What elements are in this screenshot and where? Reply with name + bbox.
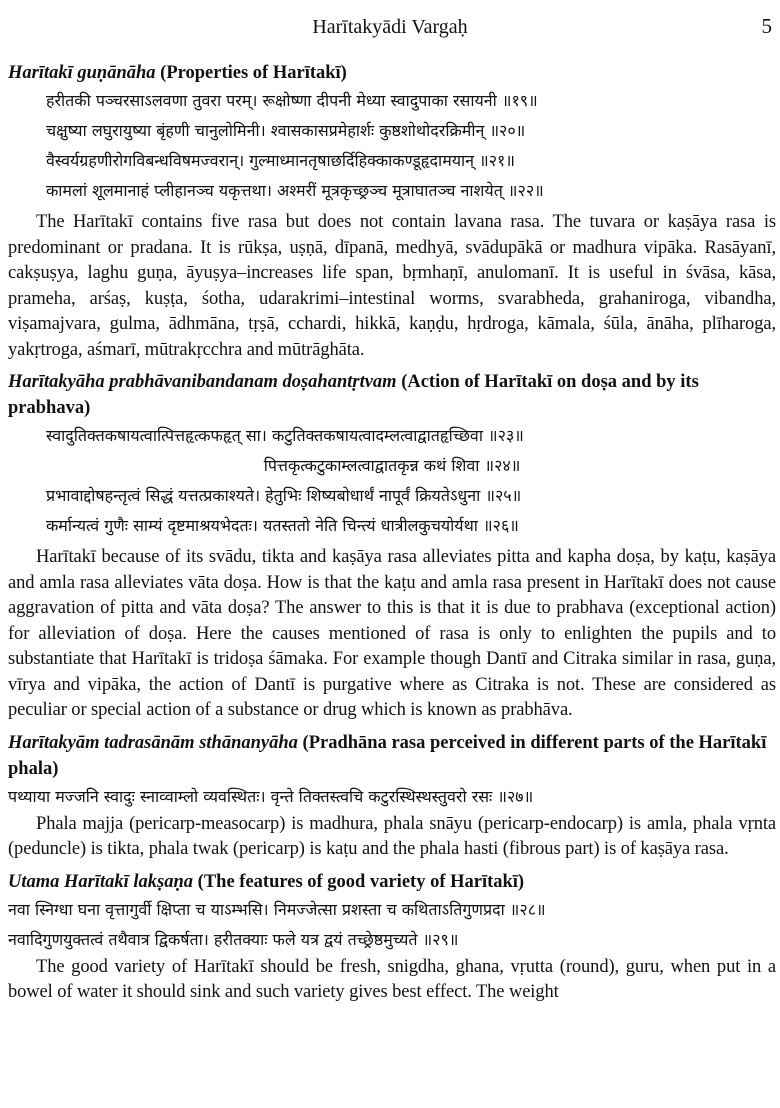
body-paragraph: Phala majja (pericarp-measocarp) is madhura, phala snāyu (pericarp-endocarp) is amla, phala vṛnta (peduncle) is tikta, phala twak (pericarp) is kaṭu and the phala hasti (fibrous part) is of kaṣāya rasa. bbox=[8, 813, 776, 859]
sanskrit-verse: पित्तकृत्कटुकाम्लत्वाद्वातकृन्न कथं शिवा ॥२४॥ bbox=[263, 456, 521, 475]
page-content bbox=[8, 60, 776, 1006]
sanskrit-verse: नवादिगुणयुक्तत्वं तथैवात्र द्विकर्षता। हरीतक्याः फले यत्र द्वयं तच्छ्रेष्ठमुच्यते ॥२९॥ bbox=[8, 929, 459, 949]
body-paragraph: The Harītakī contains five rasa but does not contain lavana rasa. The tuvara or kaṣāya rasa is predominant or pradana. It is rūkṣa, uṣṇā, dīpanā, medhyā, svādupākā or madhura vipāka. Rasāyanī, cakṣuṣya, laghu guṇa, āyuṣya–increases life span, bṛmhaṇī, anulomanī. It is useful in śvāsa, kāsa, prameha, arśaṣ, kuṣṭa, śotha, udarakrimi–intestinal worms, svarabheda, grahaniroga, vibandha, viṣamajvara, gulma, ādhmāna, tṛṣā, cchardi, hikkā, kaṇḍu, hṛdroga, kāmala, śūla, ānāha, plīharoga, yakṛtroga, aśmarī, mūtrakṛcchra and mūtrāghāta. bbox=[8, 212, 776, 360]
section-heading-properties: Harītakī guṇānāha (Properties of Harītakī) bbox=[8, 63, 347, 83]
sanskrit-verse: कामलां शूलमानाहं प्लीहानञ्च यकृत्तथा। अश्मरीं मूत्रकृच्छ्रञ्च मूत्राघातञ्च नाशयेत् ॥२२॥ bbox=[46, 181, 544, 200]
sanskrit-verse: हरीतकी पञ्चरसाऽलवणा तुवरा परम्। रूक्षोष्णा दीपनी मेध्या स्वादुपाका रसायनी ॥१९॥ bbox=[46, 91, 538, 110]
sanskrit-verse: नवा स्निग्धा घना वृत्तागुर्वी क्षिप्ता च याऽम्भसि। निमज्जेत्सा प्रशस्ता च कथिताऽतिगुणप्रदा ॥२८॥ bbox=[8, 899, 546, 919]
section-heading-good-variety: Utama Harītakī lakṣaṇa (The features of good variety of Harītakī) bbox=[8, 871, 525, 892]
sanskrit-verse: चक्षुष्या लघुरायुष्या बृंहणी चानुलोमिनी। श्वासकासप्रमेहार्शः कुष्ठशोथोदरक्रिमीन् ॥२०॥ bbox=[46, 121, 526, 140]
page-number: 5 bbox=[761, 14, 772, 38]
section-heading-rasa-parts: Harītakyām tadrasānām sthānanyāha (Pradhāna rasa perceived in different parts of the Harītakī phala) bbox=[8, 732, 767, 779]
running-head bbox=[0, 14, 780, 44]
section-heading-action: Harītakyāha prabhāvanibandanam doṣahantṛtvam (Action of Harītakī on doṣa and by its prabhava) bbox=[8, 372, 699, 418]
body-paragraph: The good variety of Harītakī should be fresh, snigdha, ghana, vṛutta (round), guru, when put in a bowel of water it should sink and such variety gives best effect. The weight bbox=[8, 956, 776, 1002]
running-head-title: Harītakyādi Vargaḥ bbox=[312, 16, 468, 38]
sanskrit-verse: वैस्वर्यग्रहणीरोगविबन्धविषमज्वरान्। गुल्माध्मानतृषाछर्दिहिक्काकण्डूहृदामयान् ॥२१॥ bbox=[46, 151, 515, 170]
sanskrit-verse: प्रभावाद्दोषहन्तृत्वं सिद्धं यत्तत्प्रकाश्यते। हेतुभिः शिष्यबोधार्थं नापूर्वं क्रियतेऽधुना ॥२५॥ bbox=[46, 486, 522, 505]
body-paragraph: Harītakī because of its svādu, tikta and kaṣāya rasa alleviates pitta and kapha doṣa, by kaṭu, kaṣāya and amla rasa alleviates vāta doṣa. How is that the kaṭu and amla rasa present in Harītakī does not cause aggravation of pitta and vāta doṣa? The answer to this is that it is due to prabhava (exceptional action) for alleviation of doṣa. Here the causes mentioned of rasa is only to enlighten the pupils and to substantiate that Harītakī is tridoṣa śāmaka. For example though Dantī and Citraka similar in rasa, guṇa, vīrya and vipāka, the action of Dantī is purgative where as Citraka is not. These are considered as peculiar or special action of a substance or drug which is known as prabhāva. bbox=[8, 547, 776, 720]
sanskrit-verse: पथ्याया मज्जनि स्वादुः स्नाव्वाम्लो व्यवस्थितः। वृन्ते तिक्तस्त्वचि कटुरस्थिस्थस्तुवरो रसः ॥२७॥ bbox=[8, 786, 534, 806]
sanskrit-verse: स्वादुतिक्तकषायत्वात्पित्तहृत्कफहृत् सा। कटुतिक्तकषायत्वादम्लत्वाद्वातहृच्छिवा ॥२३॥ bbox=[46, 426, 524, 445]
sanskrit-verse: कर्मान्यत्वं गुणैः साम्यं दृष्टमाश्रयभेदतः। यतस्ततो नेति चिन्त्यं धात्रीलकुचयोर्यथा ॥२६॥ bbox=[46, 516, 519, 535]
